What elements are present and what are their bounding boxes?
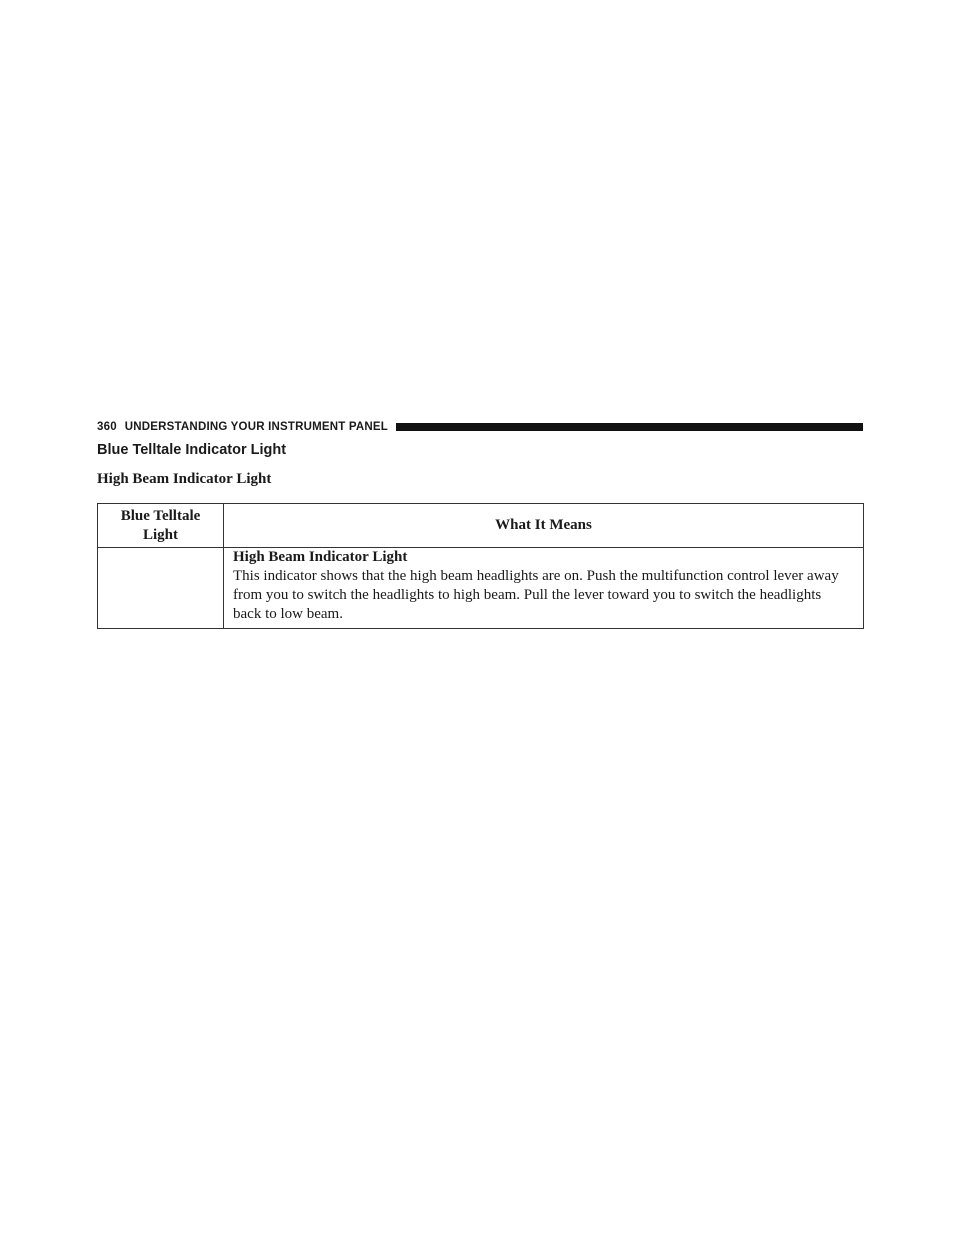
indicator-title: High Beam Indicator Light: [233, 549, 408, 565]
column-header-light: Blue Telltale Light: [98, 504, 224, 548]
section-heading: Blue Telltale Indicator Light: [97, 442, 287, 458]
meaning-cell: [224, 548, 864, 629]
section-title: UNDERSTANDING YOUR INSTRUMENT PANEL: [124, 421, 388, 433]
page-header: [97, 420, 863, 434]
column-header-meaning: What It Means: [224, 504, 864, 548]
page-number: 360: [97, 421, 117, 433]
indicator-description: This indicator shows that the high beam headlights are on. Push the multifunction control lever away from you to switch the headlights to high beam. Pull the lever toward you to switch the headlights back to low beam.: [233, 568, 839, 622]
header-rule: [396, 423, 863, 431]
indicator-table: [97, 503, 864, 629]
table-row: [98, 548, 864, 629]
subsection-heading: High Beam Indicator Light: [97, 471, 272, 487]
telltale-light-cell: [98, 548, 224, 629]
table-header-row: [98, 504, 864, 548]
